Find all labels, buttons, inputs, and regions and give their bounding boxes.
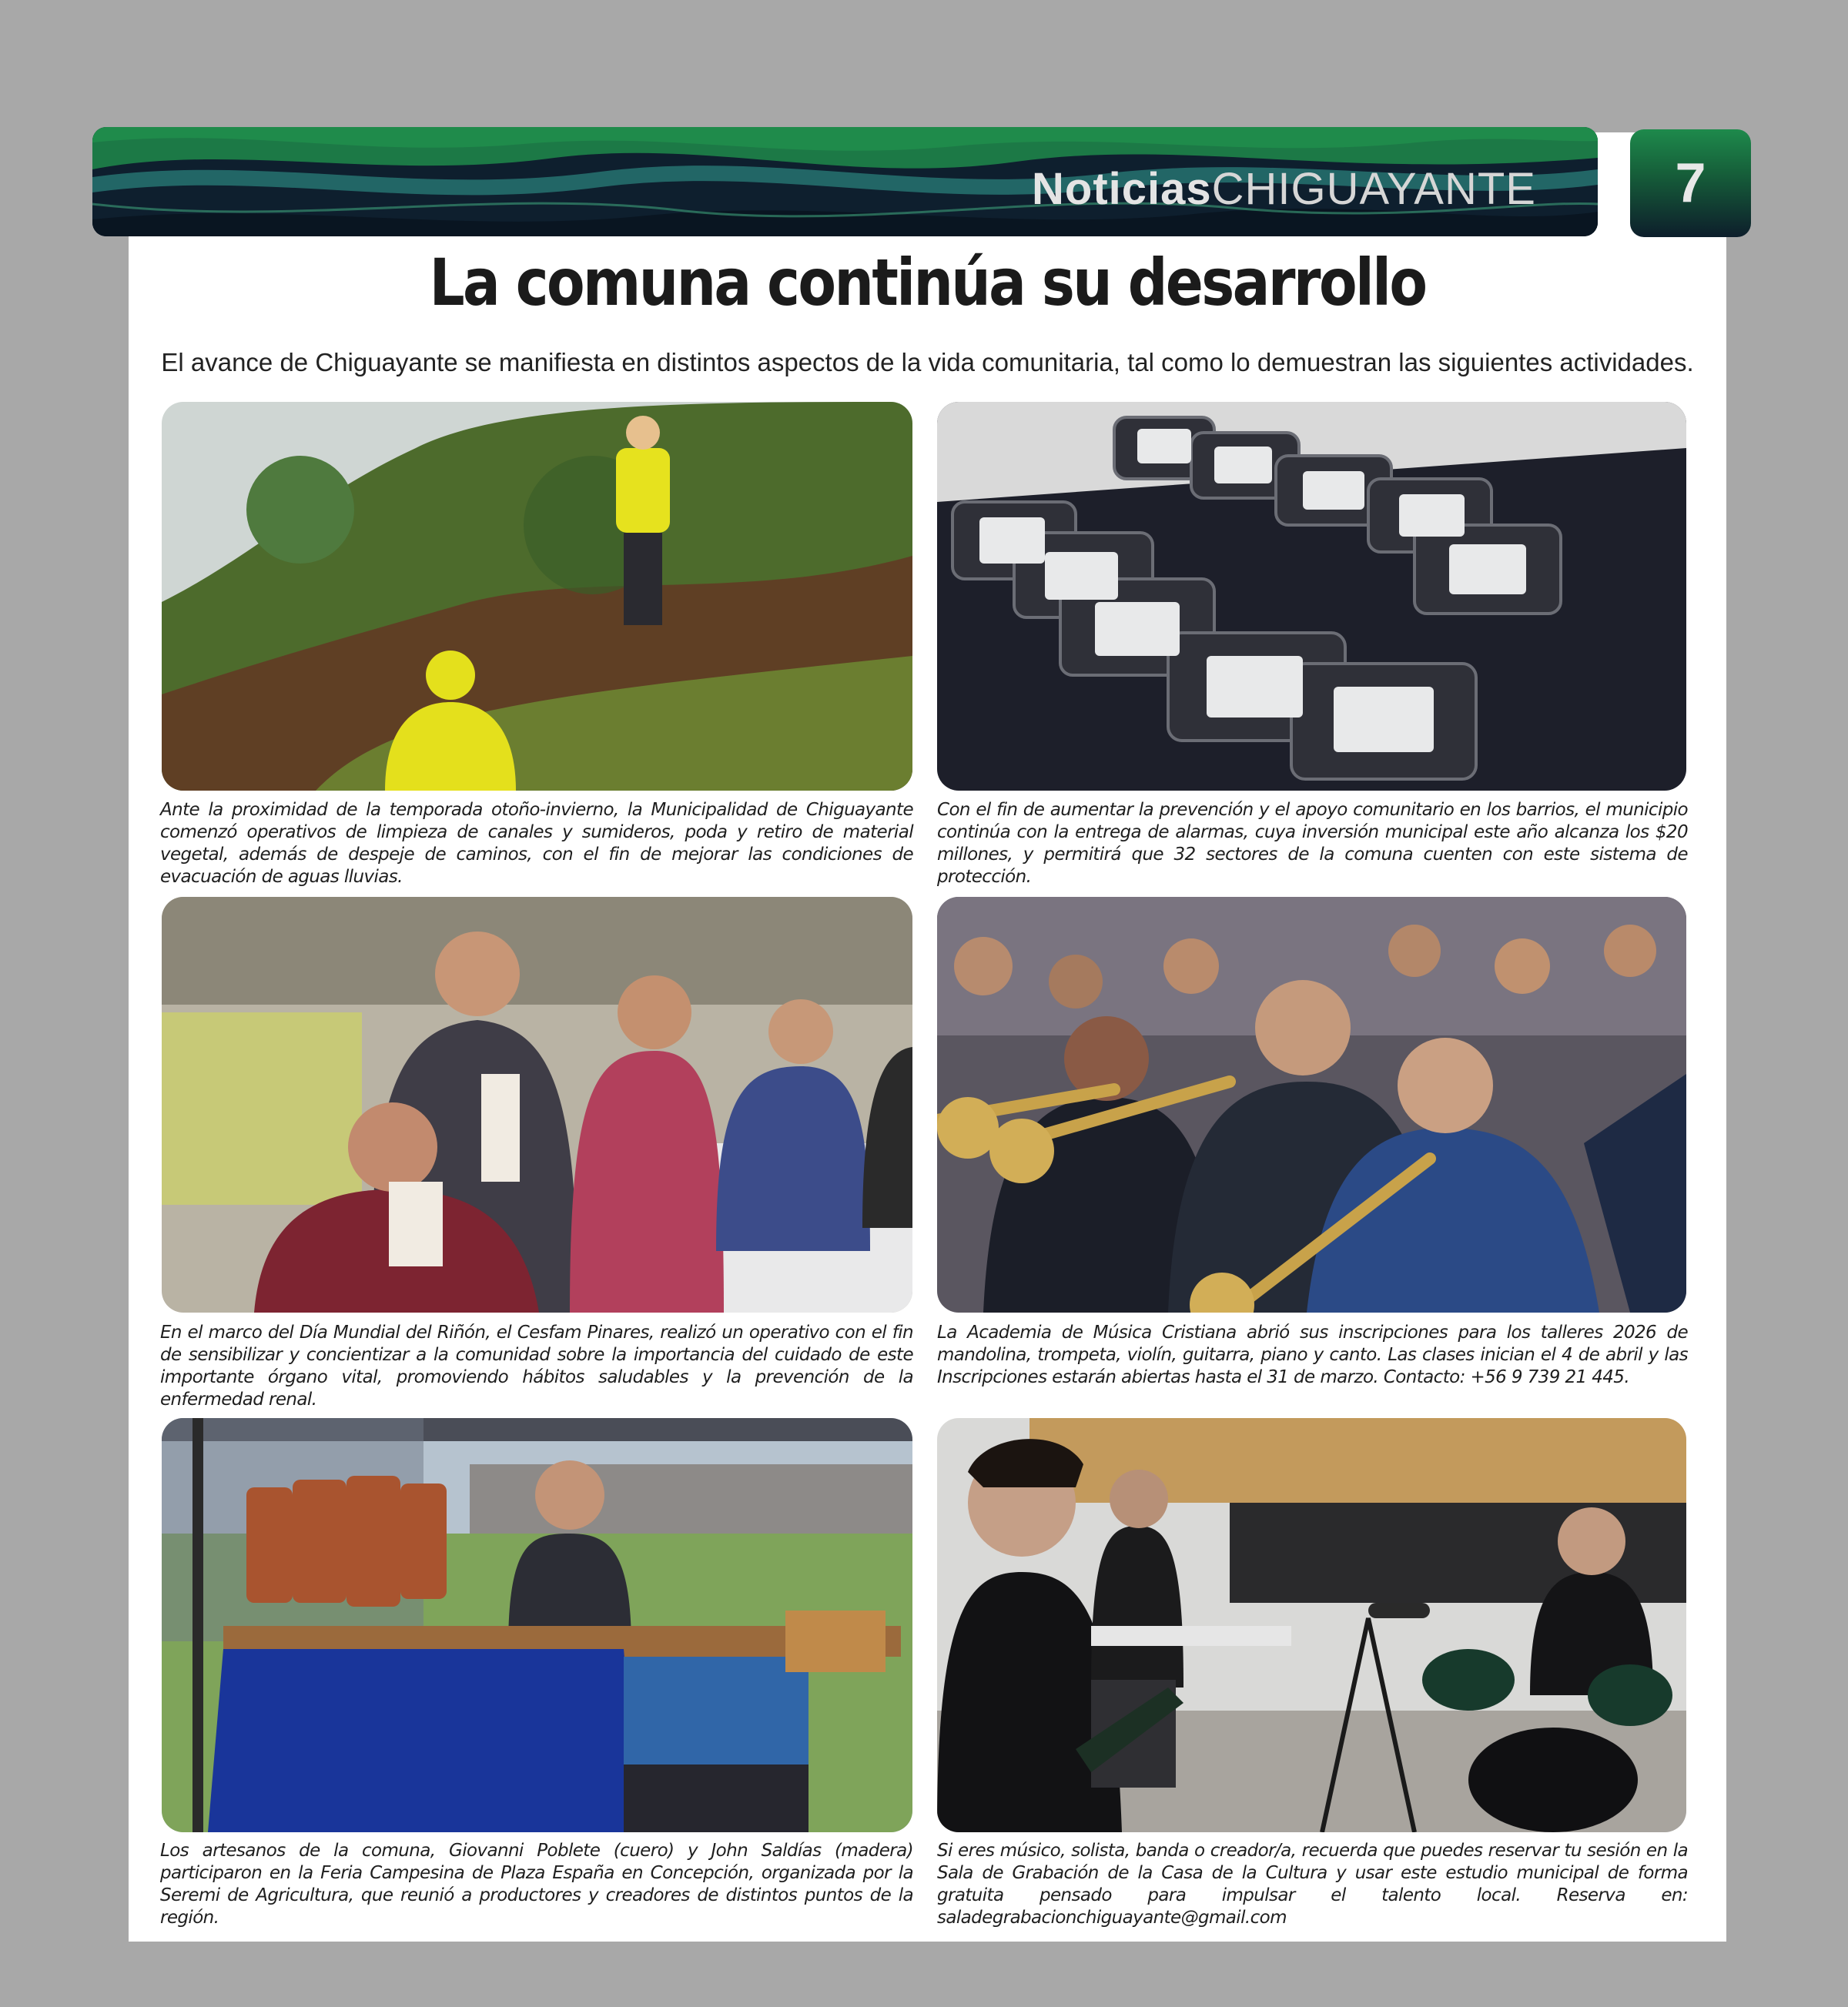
community-alarm-devices-photo bbox=[937, 402, 1686, 791]
caption-2: Con el fin de aumentar la prevención y el apoyo comunitario en los barrios, el municipio continúa con la entrega de alarmas, cuya inversión municipal este año alcanza los $20 millones, y permitirá que 32 sectores de la comuna cuenten con este sistema de protección. bbox=[937, 800, 1688, 887]
page-subtitle: El avance de Chiguayante se manifiesta en distintos aspectos de la vida comunitaria, tal como lo demuestran las siguientes actividades. bbox=[161, 348, 1694, 376]
cesfam-health-operation-photo bbox=[162, 897, 912, 1313]
caption-4: La Academia de Música Cristiana abrió sus inscripciones para los talleres 2026 de mandolina, trompeta, violín, guitarra, piano y canto. Las clases inician el 4 de abril y las Inscripciones estarán abiertas hasta el 31 de marzo. Contacto: +56 9 739 21 445. bbox=[937, 1323, 1688, 1387]
caption-3: En el marco del Día Mundial del Riñón, el Cesfam Pinares, realizó un operativo con el fin de sensibilizar y concientizar a la comunidad sobre la importancia del cuidado de este importante órgano vital, promoviendo hábitos saludables y la prevención de la enfermedad renal. bbox=[160, 1323, 913, 1410]
header-banner bbox=[92, 127, 1598, 236]
music-academy-trumpets-photo bbox=[937, 897, 1686, 1313]
page-number: 7 bbox=[1630, 129, 1751, 237]
caption-6: Si eres músico, solista, banda o creador/a, recuerda que puedes reservar tu sesión en la Sala de Grabación de la Casa de la Cultura y usar este estudio municipal de forma gratuita pensado para impulsar el talento local. Reserva en: saladegrabacionchiguayante@gmail.com bbox=[937, 1841, 1688, 1928]
brand-bold: Noticias bbox=[1032, 164, 1212, 214]
recording-studio-band-photo bbox=[937, 1418, 1686, 1832]
caption-5: Los artesanos de la comuna, Giovanni Poblete (cuero) y John Saldías (madera) participaron en la Feria Campesina de Plaza España en Concepción, organizada por la Seremi de Agricultura, que reunió a productores y creadores de distintos puntos de la región. bbox=[160, 1841, 913, 1928]
workers-clearing-vegetation-photo bbox=[162, 402, 912, 791]
page-title: La comuna continúa su desarrollo bbox=[429, 245, 1426, 320]
caption-1: Ante la proximidad de la temporada otoño-invierno, la Municipalidad de Chiguayante comenzó operativos de limpieza de canales y sumideros, poda y retiro de material vegetal, además de despeje de caminos, con el fin de mejorar las condiciones de evacuación de aguas lluvias. bbox=[160, 800, 913, 887]
brand-name bbox=[1032, 164, 1536, 214]
artisans-market-stall-photo bbox=[162, 1418, 912, 1832]
brand-light: CHIGUAYANTE bbox=[1211, 164, 1536, 214]
